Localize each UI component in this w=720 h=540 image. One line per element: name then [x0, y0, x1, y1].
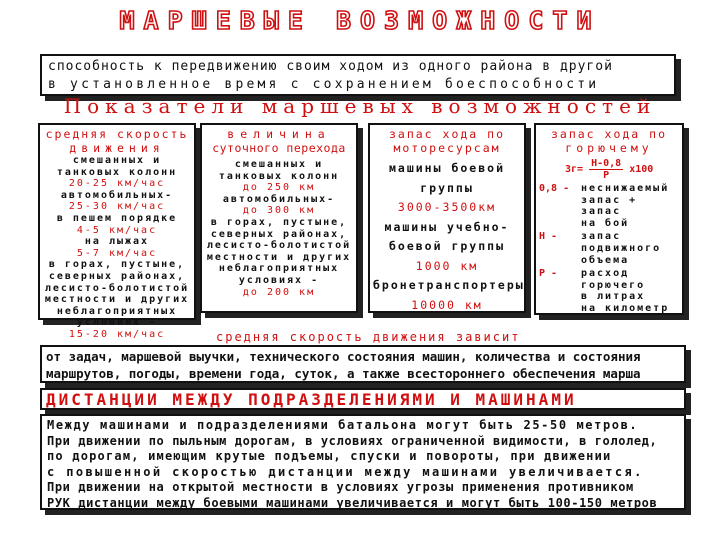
definition-line-2: в установленное время с сохранением боеспособности — [48, 77, 600, 92]
avg-speed-panel — [38, 123, 196, 340]
distances-line-1: Между машинами и подразделениями батальона могут быть 25-50 метров. — [47, 418, 639, 432]
depends-box — [40, 345, 686, 383]
motor-resource-line: группы — [420, 180, 474, 195]
daily-march-line: до 200 км — [242, 286, 316, 298]
daily-march-line: лесисто-болотистой — [206, 240, 352, 252]
distances-line-3: по дорогам, имеющим крутые подъемы, спуски и повороты, при движении — [47, 449, 612, 463]
avg-speed-line: неблагоприятных — [56, 305, 178, 317]
depends-line-1: от задач, маршевой выучки, технического состояния машин, количества и состояния — [46, 349, 641, 364]
avg-speed-line: в пешем порядке — [56, 212, 178, 224]
fuel-definitions — [539, 183, 679, 315]
indicators-title: Показатели маршевых возможностей — [63, 94, 657, 118]
formula-numerator: Н-0,8 — [591, 158, 622, 169]
formula-right: x100 — [629, 163, 654, 175]
daily-march-line: в горах, пустыне, — [210, 216, 348, 228]
avg-speed-heading-1: средняя скорость — [45, 127, 189, 141]
avg-speed-line: танковых колонн — [56, 166, 178, 178]
fuel-definition-line: запас — [581, 231, 622, 243]
daily-march-heading-2: суточного перехода — [212, 141, 346, 155]
daily-march-lines — [205, 159, 353, 298]
fuel-definition-row — [539, 268, 679, 314]
fuel-definition-symbol: Н - — [539, 231, 558, 243]
daily-march-line: неблагоприятных — [218, 263, 340, 275]
daily-march-line: до 250 км — [242, 182, 316, 194]
fuel-definition-symbol: 0,8 - — [539, 183, 570, 194]
distances-line-6: РУК дистанции между боевыми машинами увеличивается и могут быть 100-150 метров — [47, 495, 658, 510]
distances-line-2: При движении по пыльным дорогам, в условиях ограниченной видимости, в гололед, — [47, 433, 658, 448]
fuel-definition-line: в литрах — [581, 291, 646, 303]
avg-speed-line: 15-20 км/час — [68, 328, 166, 340]
avg-speed-line: 5-7 км/час — [76, 247, 158, 259]
distances-line-5: При движении на открытой местности в условиях угрозы применения противником — [47, 480, 634, 494]
avg-speed-line: 25-30 км/час — [68, 201, 166, 213]
daily-march-line: северных районах, — [210, 228, 348, 240]
avg-speed-line: северных районах, — [48, 270, 186, 282]
formula-fraction — [589, 158, 623, 181]
fuel-definition-line: неснижаемый — [581, 183, 670, 194]
fuel-reserve-heading-2: горючему — [565, 141, 653, 155]
motor-resource-line: боевой группы — [388, 239, 505, 253]
page-title: МАРШЕВЫЕ ВОЗМОЖНОСТИ — [119, 6, 601, 35]
motor-resource-line: 1000 км — [415, 258, 479, 273]
avg-speed-line: в горах, пустыне, — [48, 259, 186, 271]
distances-box — [40, 414, 686, 510]
formula-denominator: Р — [603, 170, 610, 181]
daily-march-line: смешанных и — [234, 159, 324, 170]
fuel-definition-line: горючего — [581, 279, 646, 291]
motor-resource-line: бронетранспортеры — [373, 278, 525, 292]
avg-speed-line: 4-5 км/час — [76, 224, 158, 236]
daily-march-line: условиях - — [238, 274, 320, 286]
fuel-definition-line: объема — [581, 254, 630, 266]
depends-label: средняя скорость движения зависит — [216, 330, 521, 344]
fuel-definition-row — [539, 183, 679, 229]
depends-line-2: маршрутов, погоды, времени года, суток, а также всестороннего обеспечения марша — [46, 366, 641, 381]
motor-resource-heading-2: моторесурсам — [393, 141, 501, 155]
daily-march-panel — [200, 123, 358, 313]
motor-resource-line: 3000-3500км — [397, 200, 497, 214]
motor-resource-line: 10000 км — [411, 297, 483, 312]
distances-title: ДИСТАНЦИИ МЕЖДУ ПОДРАЗДЕЛЕНИЯМИ И МАШИНАМИ — [40, 388, 686, 410]
fuel-definition-row — [539, 231, 679, 266]
distances-line-4: с повышенной скоростью дистанции между машинами увеличивается. — [47, 464, 644, 479]
fuel-definition-text — [581, 231, 661, 266]
definition-line-1: способность к передвижению своим ходом из одного района в другой — [48, 59, 613, 74]
avg-speed-line: на лыжах — [84, 236, 150, 248]
fuel-definition-symbol: Р - — [539, 268, 558, 280]
motor-resource-panel — [368, 123, 526, 313]
daily-march-line: танковых колонн — [218, 170, 340, 182]
fuel-definition-line: запас + — [581, 194, 638, 206]
fuel-definition-line: на бой — [581, 217, 630, 229]
avg-speed-line: смешанных и — [72, 155, 162, 166]
motor-resource-lines — [373, 159, 525, 315]
fuel-definition-text — [581, 268, 669, 314]
avg-speed-line: условиях - — [76, 317, 158, 329]
daily-march-line: автомобильных- — [222, 193, 336, 205]
fuel-formula — [565, 158, 679, 181]
fuel-definition-line: расход — [581, 268, 630, 280]
motor-resource-heading-1: запас хода по — [388, 127, 505, 141]
avg-speed-line: 20-25 км/час — [68, 178, 166, 190]
avg-speed-heading-2: движения — [69, 141, 165, 155]
fuel-reserve-heading-1: запас хода по — [550, 127, 667, 141]
fuel-definition-text — [581, 183, 669, 229]
daily-march-line: до 300 км — [242, 205, 316, 217]
fuel-definition-line: на километр — [581, 302, 670, 314]
definition-box — [40, 54, 676, 96]
fuel-definition-line: запас — [581, 206, 622, 218]
motor-resource-line: машины учебно- — [384, 219, 510, 234]
daily-march-heading-1: величина — [227, 127, 331, 141]
avg-speed-lines — [43, 155, 191, 341]
avg-speed-line: лесисто-болотистой — [44, 282, 190, 294]
avg-speed-line: местности и других — [44, 294, 190, 306]
daily-march-line: местности и других — [206, 251, 352, 263]
avg-speed-line: автомобильных- — [60, 189, 174, 201]
motor-resource-line: машины боевой — [388, 161, 505, 175]
fuel-definition-line: подвижного — [581, 242, 662, 254]
formula-left: Зг= — [565, 163, 584, 175]
fuel-reserve-panel — [534, 123, 684, 315]
